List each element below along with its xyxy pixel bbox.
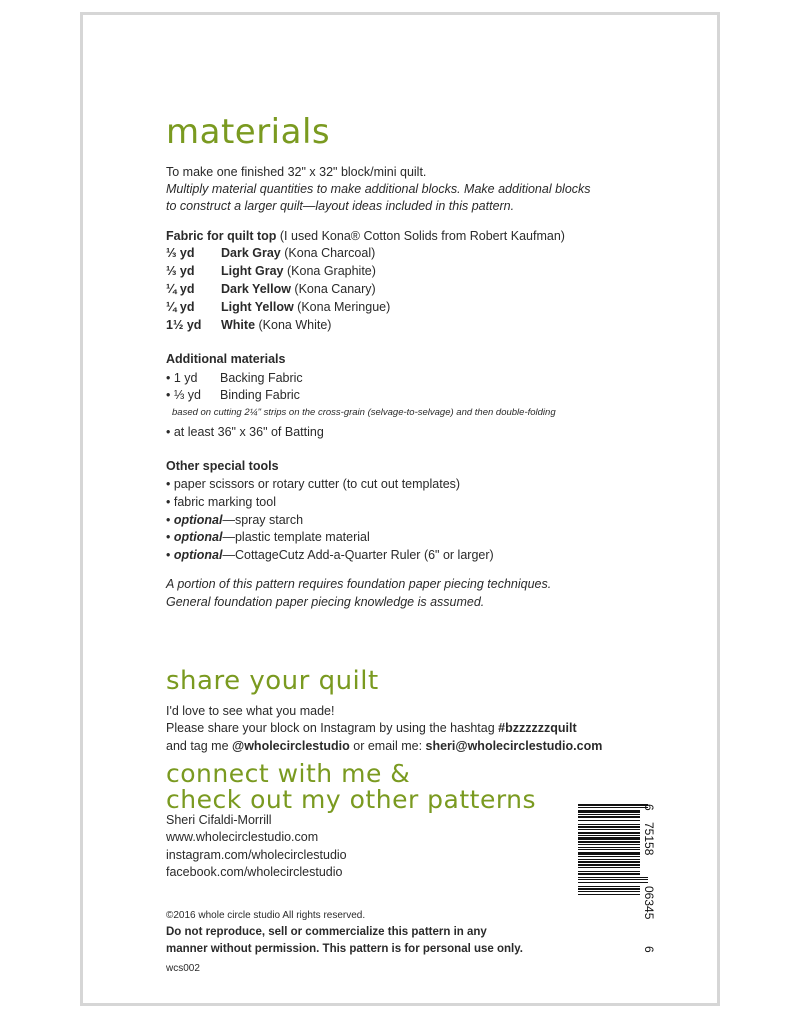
fabric-qty: ⅓ yd: [166, 264, 195, 278]
batting-line: • at least 36" x 36" of Batting: [166, 425, 324, 439]
warning-line1: Do not reproduce, sell or commercialize this pattern in any: [166, 926, 487, 938]
barcode-bar: [578, 835, 640, 836]
fabric-row: [166, 263, 376, 280]
barcode-digit: 6: [642, 804, 656, 811]
barcode-bar: [578, 861, 640, 863]
barcode-bar: [578, 826, 640, 828]
barcode-bar: [578, 807, 648, 808]
barcode-bar: [578, 847, 640, 848]
barcode-bar: [578, 867, 640, 868]
barcode-bar: [578, 824, 640, 825]
tool-item: • optional—spray starch: [166, 513, 304, 527]
barcode-digit: 6: [642, 946, 656, 953]
fabric-qty: ¼ yd: [166, 300, 195, 314]
tool-optional: optional: [173, 513, 223, 527]
additional-qty: • ⅓ yd: [166, 388, 201, 402]
barcode-digit: 75158: [642, 822, 656, 856]
warning-line2: manner without permission. This pattern is for personal use only.: [166, 943, 523, 955]
hashtag: #bzzzzzzquilt: [498, 721, 577, 735]
tool-text: —spray starch: [222, 513, 304, 527]
materials-heading: materials: [166, 112, 331, 152]
barcode-bar: [578, 844, 640, 845]
fabric-kona: (Kona Graphite): [283, 264, 376, 278]
additional-title: Additional materials: [166, 352, 286, 366]
fabric-name: Light Yellow: [221, 300, 294, 314]
fabric-qty: ⅓ yd: [166, 246, 195, 260]
tool-item: • optional—CottageCutz Add-a-Quarter Ruler (6" or larger): [166, 548, 494, 562]
fabric-row: [166, 281, 376, 298]
materials-note-line1: Multiply material quantities to make additional blocks. Make additional blocks: [166, 182, 591, 196]
barcode-bar: [578, 871, 640, 872]
barcode-bar: [578, 832, 640, 834]
fabric-row: [166, 299, 390, 316]
facebook-link: facebook.com/wholecirclestudio: [166, 865, 343, 879]
barcode-bar: [578, 804, 648, 806]
website-link: www.wholecirclestudio.com: [166, 830, 319, 844]
additional-qty: • 1 yd: [166, 371, 198, 385]
binding-note: based on cutting 2¼" strips on the cross-grain (selvage-to-selvage) and then double-folding: [172, 407, 556, 418]
connect-heading: [166, 761, 536, 813]
barcode-bar: [578, 886, 640, 887]
barcode-digit: 06345: [642, 886, 656, 920]
barcode-bar: [578, 837, 640, 840]
barcode-bar: [578, 810, 640, 813]
tool-item: • fabric marking tool: [166, 495, 276, 509]
tool-item: • paper scissors or rotary cutter (to cut out templates): [166, 477, 461, 491]
barcode-bar: [578, 829, 640, 830]
fpp-line2: General foundation paper piecing knowledge is assumed.: [166, 595, 485, 609]
share-line2: [166, 720, 577, 737]
fabric-note: (I used Kona® Cotton Solids from Robert Kaufman): [276, 229, 565, 243]
fpp-line1: A portion of this pattern requires foundation paper piecing techniques.: [166, 577, 552, 591]
barcode-bar: [578, 882, 648, 883]
tool-item: • optional—plastic template material: [166, 530, 370, 544]
barcode-bar: [578, 856, 640, 857]
instagram-link: instagram.com/wholecirclestudio: [166, 848, 347, 862]
fabric-name: Dark Gray: [221, 246, 281, 260]
barcode-bar: [578, 894, 640, 895]
connect-heading-line1: connect with me &: [166, 759, 411, 788]
email-address: sheri@wholecirclestudio.com: [425, 739, 603, 753]
copyright: ©2016 whole circle studio All rights reserved.: [166, 910, 366, 921]
additional-row: [166, 387, 300, 404]
barcode-bar: [578, 849, 640, 850]
materials-note-line2: to construct a larger quilt—layout ideas included in this pattern.: [166, 199, 515, 213]
author-name: Sheri Cifaldi-Morrill: [166, 813, 272, 827]
fabric-row: [166, 317, 331, 334]
fabric-kona: (Kona White): [255, 318, 332, 332]
upc-barcode: [578, 804, 656, 956]
fabric-row: [166, 245, 375, 262]
fabric-name: Dark Yellow: [221, 282, 291, 296]
barcode-bar: [578, 820, 640, 821]
additional-item: Backing Fabric: [220, 371, 303, 385]
connect-heading-line2: check out my other patterns: [166, 785, 537, 814]
share-line3-mid: or email me:: [349, 739, 426, 753]
tool-text: —plastic template material: [222, 530, 370, 544]
share-line1: I'd love to see what you made!: [166, 704, 335, 718]
instagram-handle: @wholecirclestudio: [232, 739, 350, 753]
fabric-title-line: [166, 228, 565, 245]
fabric-kona: (Kona Charcoal): [280, 246, 376, 260]
barcode-bar: [578, 877, 648, 878]
barcode-bar: [578, 888, 640, 890]
tool-text: —CottageCutz Add-a-Quarter Ruler (6" or larger): [222, 548, 494, 562]
share-line2-text: Please share your block on Instagram by using the hashtag: [166, 721, 499, 735]
barcode-bar: [578, 816, 640, 818]
barcode-bar: [578, 852, 640, 855]
tools-title: Other special tools: [166, 459, 279, 473]
tool-optional: optional: [173, 548, 223, 562]
barcode-bar: [578, 841, 640, 843]
fabric-kona: (Kona Canary): [290, 282, 376, 296]
barcode-bar: [578, 864, 640, 866]
pattern-code: wcs002: [166, 963, 200, 974]
barcode-bar: [578, 873, 640, 875]
fabric-title: Fabric for quilt top: [166, 229, 277, 243]
barcode-bar: [578, 891, 640, 892]
additional-item: Binding Fabric: [220, 388, 300, 402]
fabric-name: Light Gray: [221, 264, 284, 278]
fabric-kona: (Kona Meringue): [293, 300, 391, 314]
barcode-bar: [578, 879, 648, 880]
share-line3-text: and tag me: [166, 739, 233, 753]
tool-optional: optional: [173, 530, 223, 544]
share-line3: [166, 738, 602, 755]
materials-intro: To make one finished 32" x 32" block/mini quilt.: [166, 165, 427, 179]
fabric-name: White: [221, 318, 256, 332]
share-heading: share your quilt: [166, 666, 379, 696]
fabric-qty: 1½ yd: [166, 318, 202, 332]
barcode-bar: [578, 859, 640, 860]
barcode-bar: [578, 814, 640, 815]
additional-row: [166, 370, 303, 387]
fabric-qty: ¼ yd: [166, 282, 195, 296]
